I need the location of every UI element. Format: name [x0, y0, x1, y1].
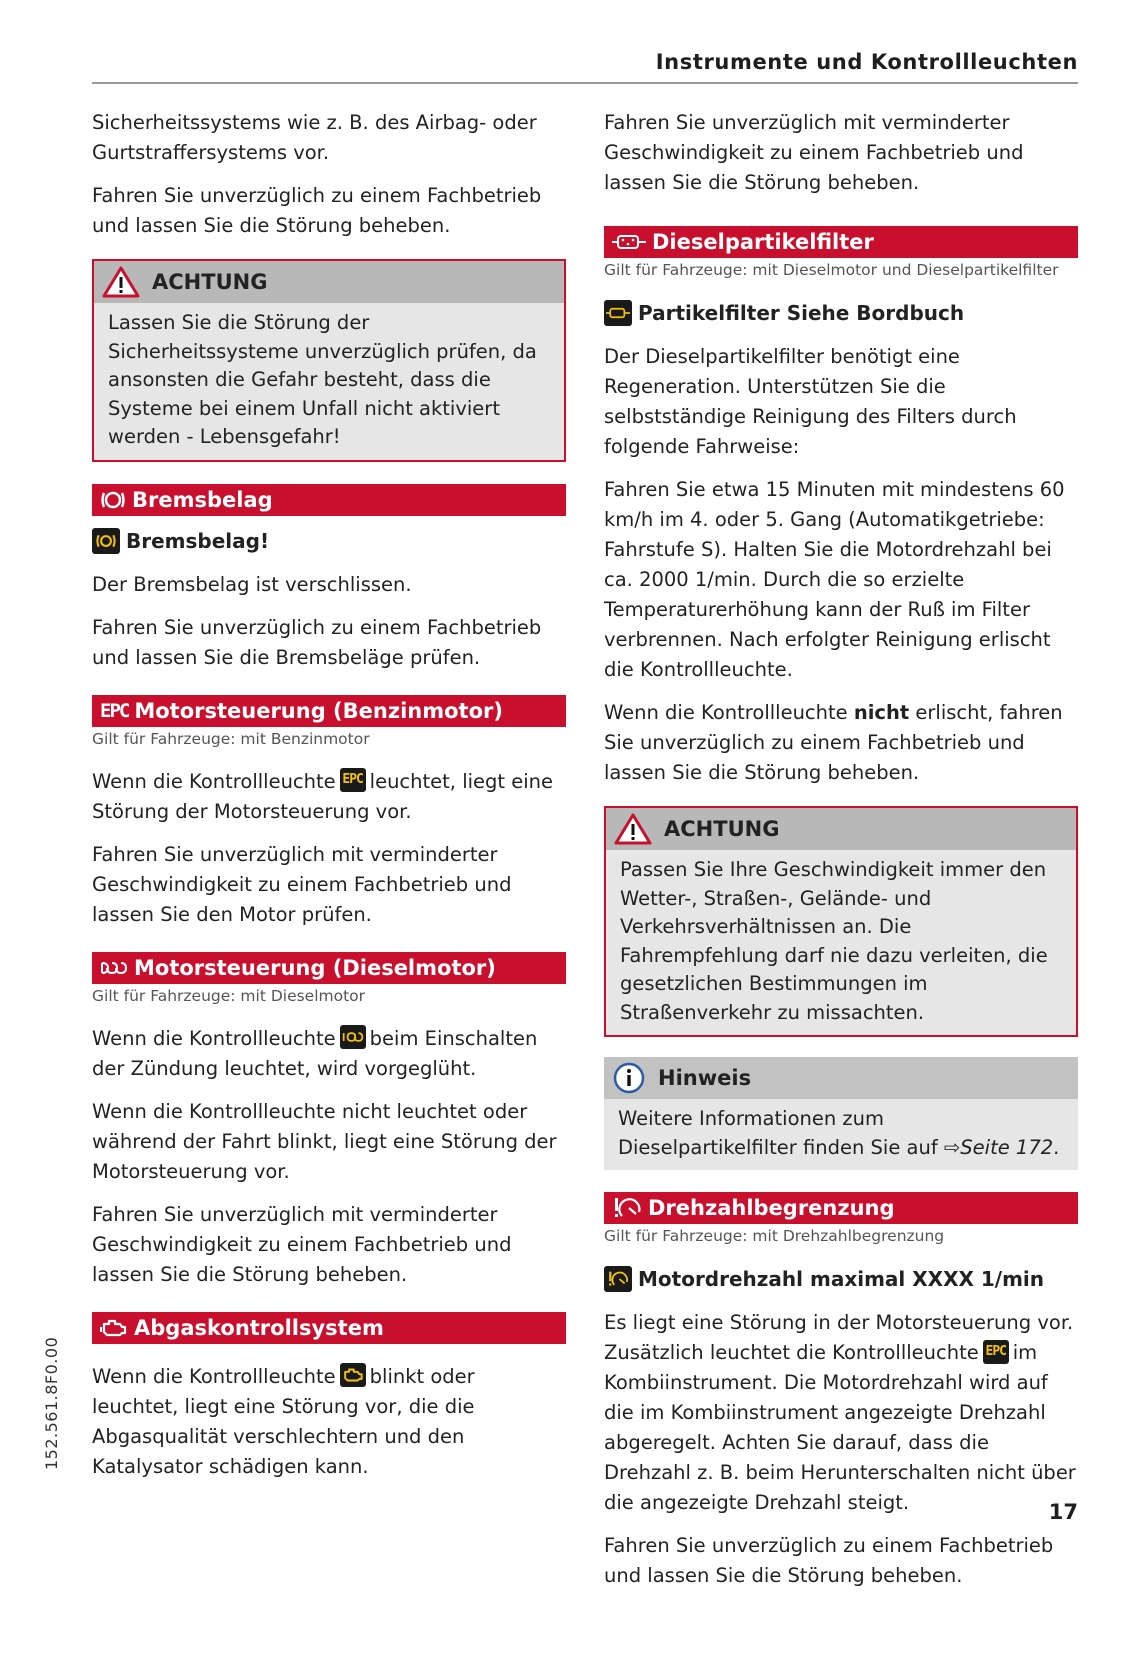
left-column	[92, 108, 566, 1495]
rpm-limit-lamp-icon	[604, 1266, 632, 1292]
warning-title: ACHTUNG	[664, 817, 780, 841]
epc-lamp-icon	[340, 768, 366, 792]
page-number: 17	[1048, 1500, 1078, 1524]
text-run: Wenn die Kontrollleuchte	[92, 1026, 336, 1050]
section-heading-dpf	[604, 226, 1078, 258]
section-title: Motorsteuerung (Dieselmotor)	[134, 955, 496, 980]
epc-lamp-label: EPC	[985, 1343, 1006, 1359]
applies-note: Gilt für Fahrzeuge: mit Benzinmotor	[92, 729, 370, 748]
brake-pad-lamp-icon	[92, 528, 120, 554]
paragraph	[604, 698, 1078, 788]
section-title: Dieselpartikelfilter	[652, 230, 874, 254]
paragraph: Wenn die Kontrollleuchte nicht leuchtet oder während der Fahrt blinkt, liegt eine Störung der Motorsteuerung vor.	[92, 1099, 557, 1183]
section-title: Abgaskontrollsystem	[134, 1315, 384, 1340]
paragraph: Fahren Sie unverzüglich zu einem Fachbetrieb und lassen Sie die Bremsbeläge prüfen.	[92, 615, 542, 669]
paragraph	[604, 1308, 1078, 1518]
subheading-text: Partikelfilter Siehe Bordbuch	[638, 301, 965, 325]
warning-header	[94, 261, 564, 303]
brake-pad-icon	[100, 489, 126, 511]
right-column	[604, 108, 1078, 1604]
paragraph: Der Bremsbelag ist verschlissen.	[92, 572, 412, 596]
info-icon	[612, 1061, 646, 1095]
note-header	[604, 1057, 1078, 1099]
engine-lamp-icon	[340, 1363, 366, 1387]
section-title: Drehzahlbegrenzung	[648, 1196, 895, 1220]
warning-box	[92, 259, 566, 462]
text-run: blinkt oder leuchtet, liegt eine Störung vor, die die Abgasqualität verschlechtern und den Katalysator schädigen kann.	[92, 1364, 475, 1478]
rpm-limit-icon	[612, 1196, 642, 1220]
paragraph: Fahren Sie unverzüglich mit verminderter Geschwindigkeit zu einem Fachbetrieb und lassen Sie die Störung beheben.	[604, 111, 1024, 194]
paragraph: Fahren Sie unverzüglich mit verminderter Geschwindigkeit zu einem Fachbetrieb und lassen Sie die Störung beheben.	[92, 1202, 512, 1286]
text-run: Wenn die Kontrollleuchte	[604, 701, 848, 724]
applies-note: Gilt für Fahrzeuge: mit Drehzahlbegrenzung	[604, 1227, 945, 1245]
text-run: .	[1053, 1135, 1060, 1159]
warning-header	[606, 808, 1076, 850]
text-run: leuchtet, liegt eine Störung der Motorsteuerung vor.	[92, 769, 554, 823]
epc-lamp-label: EPC	[342, 772, 363, 787]
glow-plug-icon	[100, 959, 128, 977]
warning-text: Passen Sie Ihre Geschwindigkeit immer den Wetter-, Straßen-, Gelände- und Verkehrsverhältnissen an. Die Fahrempfehlung darf nie dazu verleiten, die gesetzlichen Bestimmungen im Straßenverkehr zu missachten.	[620, 858, 1048, 1024]
bold-text: nicht	[853, 701, 910, 724]
engine-icon	[100, 1318, 128, 1338]
section-title: Bremsbelag	[132, 487, 273, 512]
paragraph	[92, 767, 566, 827]
page-header-title: Instrumente und Kontrollleuchten	[655, 50, 1078, 74]
text-run: Wenn die Kontrollleuchte	[92, 1364, 336, 1388]
note-title: Hinweis	[658, 1066, 752, 1090]
warning-box	[604, 806, 1078, 1037]
section-title: Motorsteuerung (Benzinmotor)	[134, 698, 503, 723]
page-reference-link[interactable]: Seite 172	[960, 1135, 1054, 1159]
section-heading-bremsbelag	[92, 484, 566, 516]
particle-filter-lamp-icon	[604, 300, 632, 326]
paragraph: Fahren Sie unverzüglich zu einem Fachbetrieb und lassen Sie die Störung beheben.	[92, 184, 542, 237]
text-run: Wenn die Kontrollleuchte	[92, 769, 336, 793]
warning-triangle-icon	[614, 813, 652, 845]
section-heading-drehzahl	[604, 1192, 1078, 1224]
section-heading-abgas	[92, 1312, 566, 1344]
paragraph: Fahren Sie etwa 15 Minuten mit mindestens 60 km/h im 4. oder 5. Gang (Automatikgetriebe: Fahrstufe S). Halten Sie die Motordrehzahl bei ca. 2000 1/min. Durch die so erzielte Temperaturerhöhung kann der Ruß im Filter verbrennen. Nach erfolgter Reinigung erlischt die Kontrollleuchte.	[604, 478, 1065, 681]
applies-note: Gilt für Fahrzeuge: mit Dieselmotor	[92, 986, 366, 1005]
section-heading-diesel	[92, 952, 566, 984]
text-run: beim Einschalten der Zündung leuchtet, wird vorgeglüht.	[92, 1026, 538, 1080]
text-run: im Kombiinstrument. Die Motordrehzahl wird auf die im Kombiinstrument angezeigte Drehzahl abgeregelt. Achten Sie darauf, dass die Drehzahl z. B. beim Herunterschalten nicht über die angezeigte Drehzahl steigt.	[604, 1341, 1076, 1514]
arrow-icon: ⇨	[943, 1135, 961, 1159]
warning-triangle-icon	[102, 266, 140, 298]
section-heading-epc	[92, 695, 566, 727]
subheading-partikelfilter	[604, 298, 1078, 328]
applies-note: Gilt für Fahrzeuge: mit Dieselmotor und Dieselpartikelfilter	[604, 261, 1059, 279]
subheading-text: Motordrehzahl maximal XXXX 1/min	[638, 1267, 1045, 1291]
warning-text: Lassen Sie die Störung der Sicherheitssysteme unverzüglich prüfen, da ansonsten die Gefahr besteht, dass die Systeme bei einem Unfall nicht aktiviert werden - Lebensgefahr!	[108, 311, 537, 448]
document-code: 152.561.8F0.00	[42, 1336, 61, 1470]
text-run: Es liegt eine Störung in der Motorsteuerung vor. Zusätzlich leuchtet die Kontrollleuchte	[604, 1311, 1074, 1364]
warning-title: ACHTUNG	[152, 270, 268, 294]
glow-plug-lamp-icon	[340, 1025, 366, 1049]
text-run: Weitere Informationen zum Dieselpartikelfilter finden Sie auf	[618, 1107, 938, 1159]
note-text	[604, 1099, 1078, 1170]
paragraph	[92, 1362, 566, 1482]
particle-filter-icon	[612, 233, 646, 251]
subheading-text: Bremsbelag!	[126, 528, 270, 553]
paragraph	[92, 1024, 566, 1084]
epc-lamp-icon	[983, 1340, 1009, 1364]
paragraph: Fahren Sie unverzüglich zu einem Fachbetrieb und lassen Sie die Störung beheben.	[604, 1534, 1054, 1587]
paragraph: Der Dieselpartikelfilter benötigt eine Regeneration. Unterstützen Sie die selbstständige Reinigung des Filters durch folgende Fahrweise:	[604, 345, 1017, 458]
paragraph: Fahren Sie unverzüglich mit verminderter Geschwindigkeit zu einem Fachbetrieb und lassen Sie den Motor prüfen.	[92, 842, 512, 926]
header-divider	[92, 82, 1078, 84]
text-run: erlischt, fahren Sie unverzüglich zu einem Fachbetrieb und lassen Sie die Störung beheben.	[604, 701, 1063, 784]
paragraph: Sicherheitssystems wie z. B. des Airbag- oder Gurtstraffersystems vor.	[92, 111, 537, 164]
subheading-motordrehzahl	[604, 1264, 1078, 1294]
note-box	[604, 1057, 1078, 1170]
epc-icon: EPC	[100, 699, 129, 722]
subheading-bremsbelag	[92, 526, 566, 556]
